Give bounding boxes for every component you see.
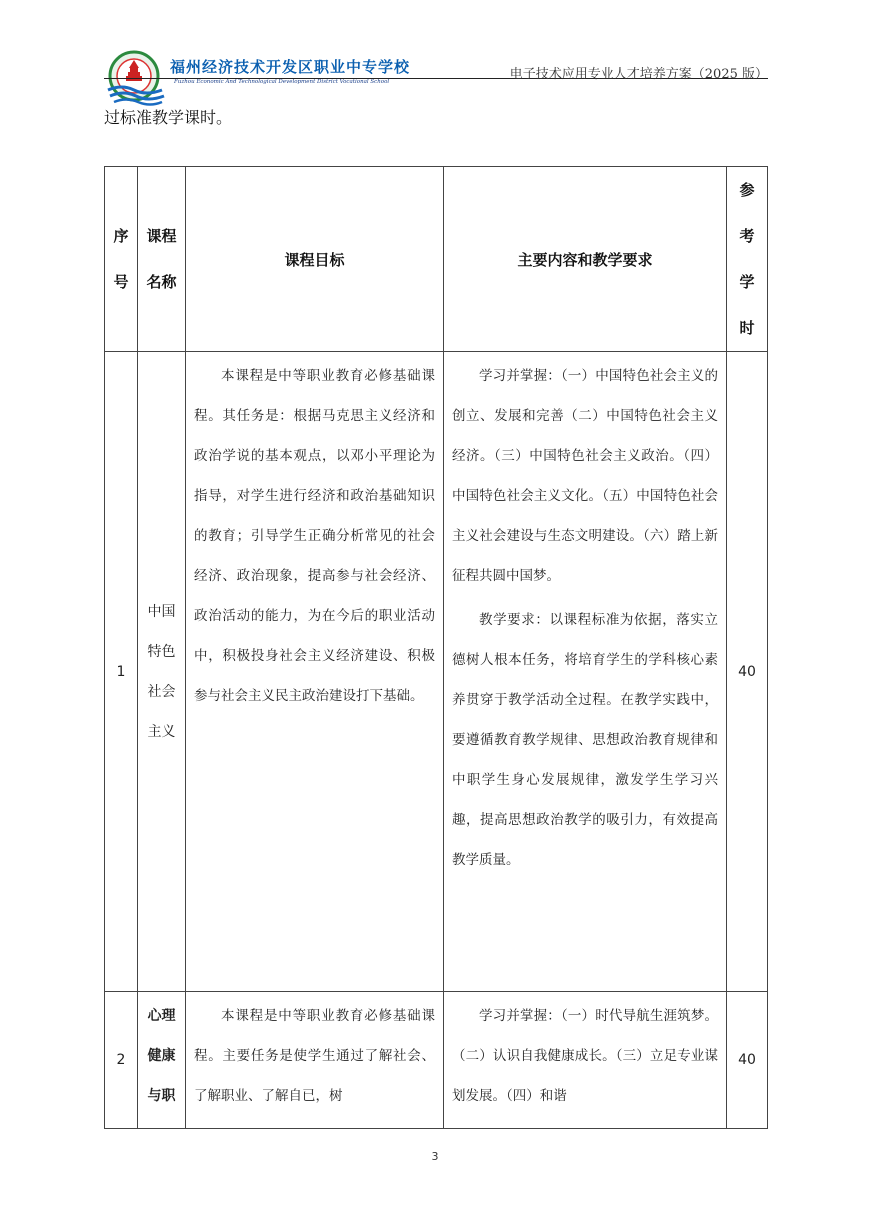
- header-goal: 课程目标: [186, 167, 444, 352]
- table-row: [105, 992, 768, 1129]
- row-goal: 本课程是中等职业教育必修基础课程。其任务是：根据马克思主义经济和政治学说的基本观点，以邓小平理论为指导，对学生进行经济和政治基础知识的教育；引导学生正确分析常见的社会经济、政治现象，提高参与社会经济、政治活动的能力，为在今后的职业活动中，积极投身社会主义经济建设、积极参与社会主义民主政治建设打下基础。: [186, 352, 444, 992]
- lead-text: 过标准教学课时。: [104, 108, 233, 127]
- row-name: 中国特色社会主义: [138, 352, 186, 992]
- row-seq: 2: [105, 992, 138, 1129]
- row-hours: 40: [727, 352, 768, 992]
- row-name: 心理健康与职: [138, 992, 186, 1129]
- document-title: 电子技术应用专业人才培养方案（2025 版）: [509, 67, 768, 82]
- header-name: 课程名称: [138, 167, 186, 352]
- school-name-cn: 福州经济技术开发区职业中专学校: [170, 58, 411, 76]
- table-header-row: [105, 167, 768, 352]
- row-content: 学习并掌握：（一）时代导航生涯筑梦。（二）认识自我健康成长。（三）立足专业谋划发展。（四）和谐: [444, 992, 727, 1129]
- page-number: 3: [431, 1150, 439, 1163]
- row-goal: 本课程是中等职业教育必修基础课程。主要任务是使学生通过了解社会、了解职业、了解自已，树: [186, 992, 444, 1129]
- course-table: [104, 166, 768, 1129]
- header-hours: 参考学时: [727, 167, 768, 352]
- row-seq: 1: [105, 352, 138, 992]
- row-hours: 40: [727, 992, 768, 1129]
- header-content: 主要内容和教学要求: [444, 167, 727, 352]
- header-seq: 序号: [105, 167, 138, 352]
- row-content: 学习并掌握：（一）中国特色社会主义的创立、发展和完善（二）中国特色社会主义经济。（三）中国特色社会主义政治。（四）中国特色社会主义文化。（五）中国特色社会主义社会建设与生态文明建设。（六）踏上新征程共圆中国梦。 教学要求：以课程标准为依据，落实立德树人根本任务，将培育学生的学科核心素养贯穿于教学活动全过程。在教学实践中，要遵循教育教学规律、思想政治教育规律和中职学生身心发展规律，激发学生学习兴趣，提高思想政治教学的吸引力，有效提高教学质量。: [444, 352, 727, 992]
- school-name-en: Fuzhou Economic And Technological Development District Vocational School: [174, 79, 390, 85]
- table-row: [105, 352, 768, 992]
